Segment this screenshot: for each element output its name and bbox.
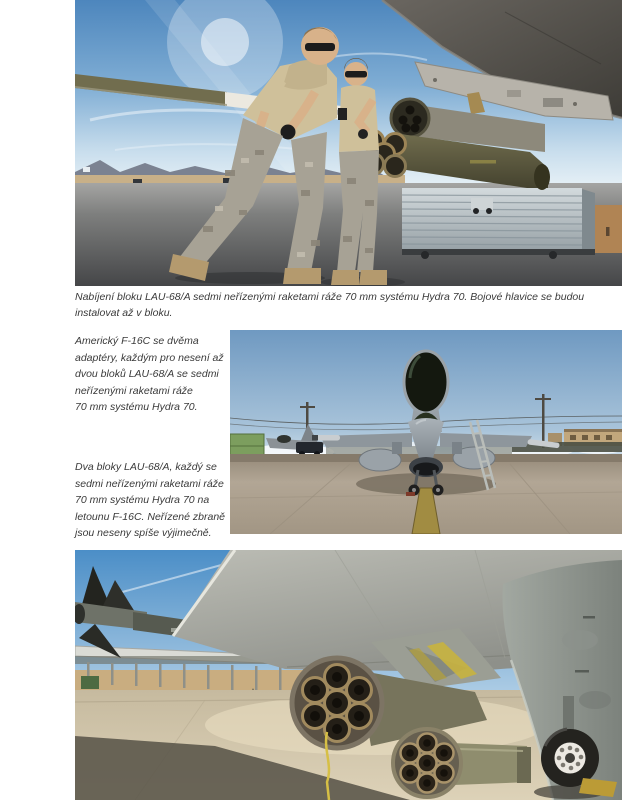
caption-line: Americký F-16C se dvěma: [75, 335, 199, 347]
caption-line: Nabíjení bloku LAU-68/A sedmi neřízenými raketami ráže 70 mm systému Hydra 70. Bojové hlavice se budou: [75, 291, 585, 303]
caption-f16-adapters: [75, 333, 224, 416]
photo-rocket-loading-art: [75, 0, 622, 286]
caption-line: instalovat až v bloku.: [75, 307, 173, 319]
photo-rocket-loading: [75, 0, 622, 286]
photo-pods-closeup: [75, 550, 622, 800]
caption-line: dvou bloků LAU-68/A se sedmi: [75, 368, 219, 380]
caption-line: 70 mm systému Hydra 70 na: [75, 494, 210, 506]
caption-line: 70 mm systému Hydra 70.: [75, 401, 198, 413]
caption-line: adaptéry, každým pro nesení až: [75, 351, 224, 364]
caption-rocket-loading: [75, 289, 584, 321]
caption-line: Dva bloky LAU-68/A, každý se: [75, 461, 217, 473]
photo-pods-closeup-art: [75, 550, 622, 800]
caption-line: neřízenými raketami ráže: [75, 384, 193, 397]
caption-line: jsou neseny spíše výjimečně.: [75, 527, 212, 539]
photo-f16-front: [230, 330, 622, 534]
caption-line: sedmi neřízenými raketami ráže: [75, 477, 224, 490]
corrugated-container: [402, 188, 622, 259]
photo-f16-front-art: [230, 330, 622, 534]
caption-two-pods: [75, 459, 225, 542]
caption-line: letounu F-16C. Neřízené zbraně: [75, 510, 225, 523]
